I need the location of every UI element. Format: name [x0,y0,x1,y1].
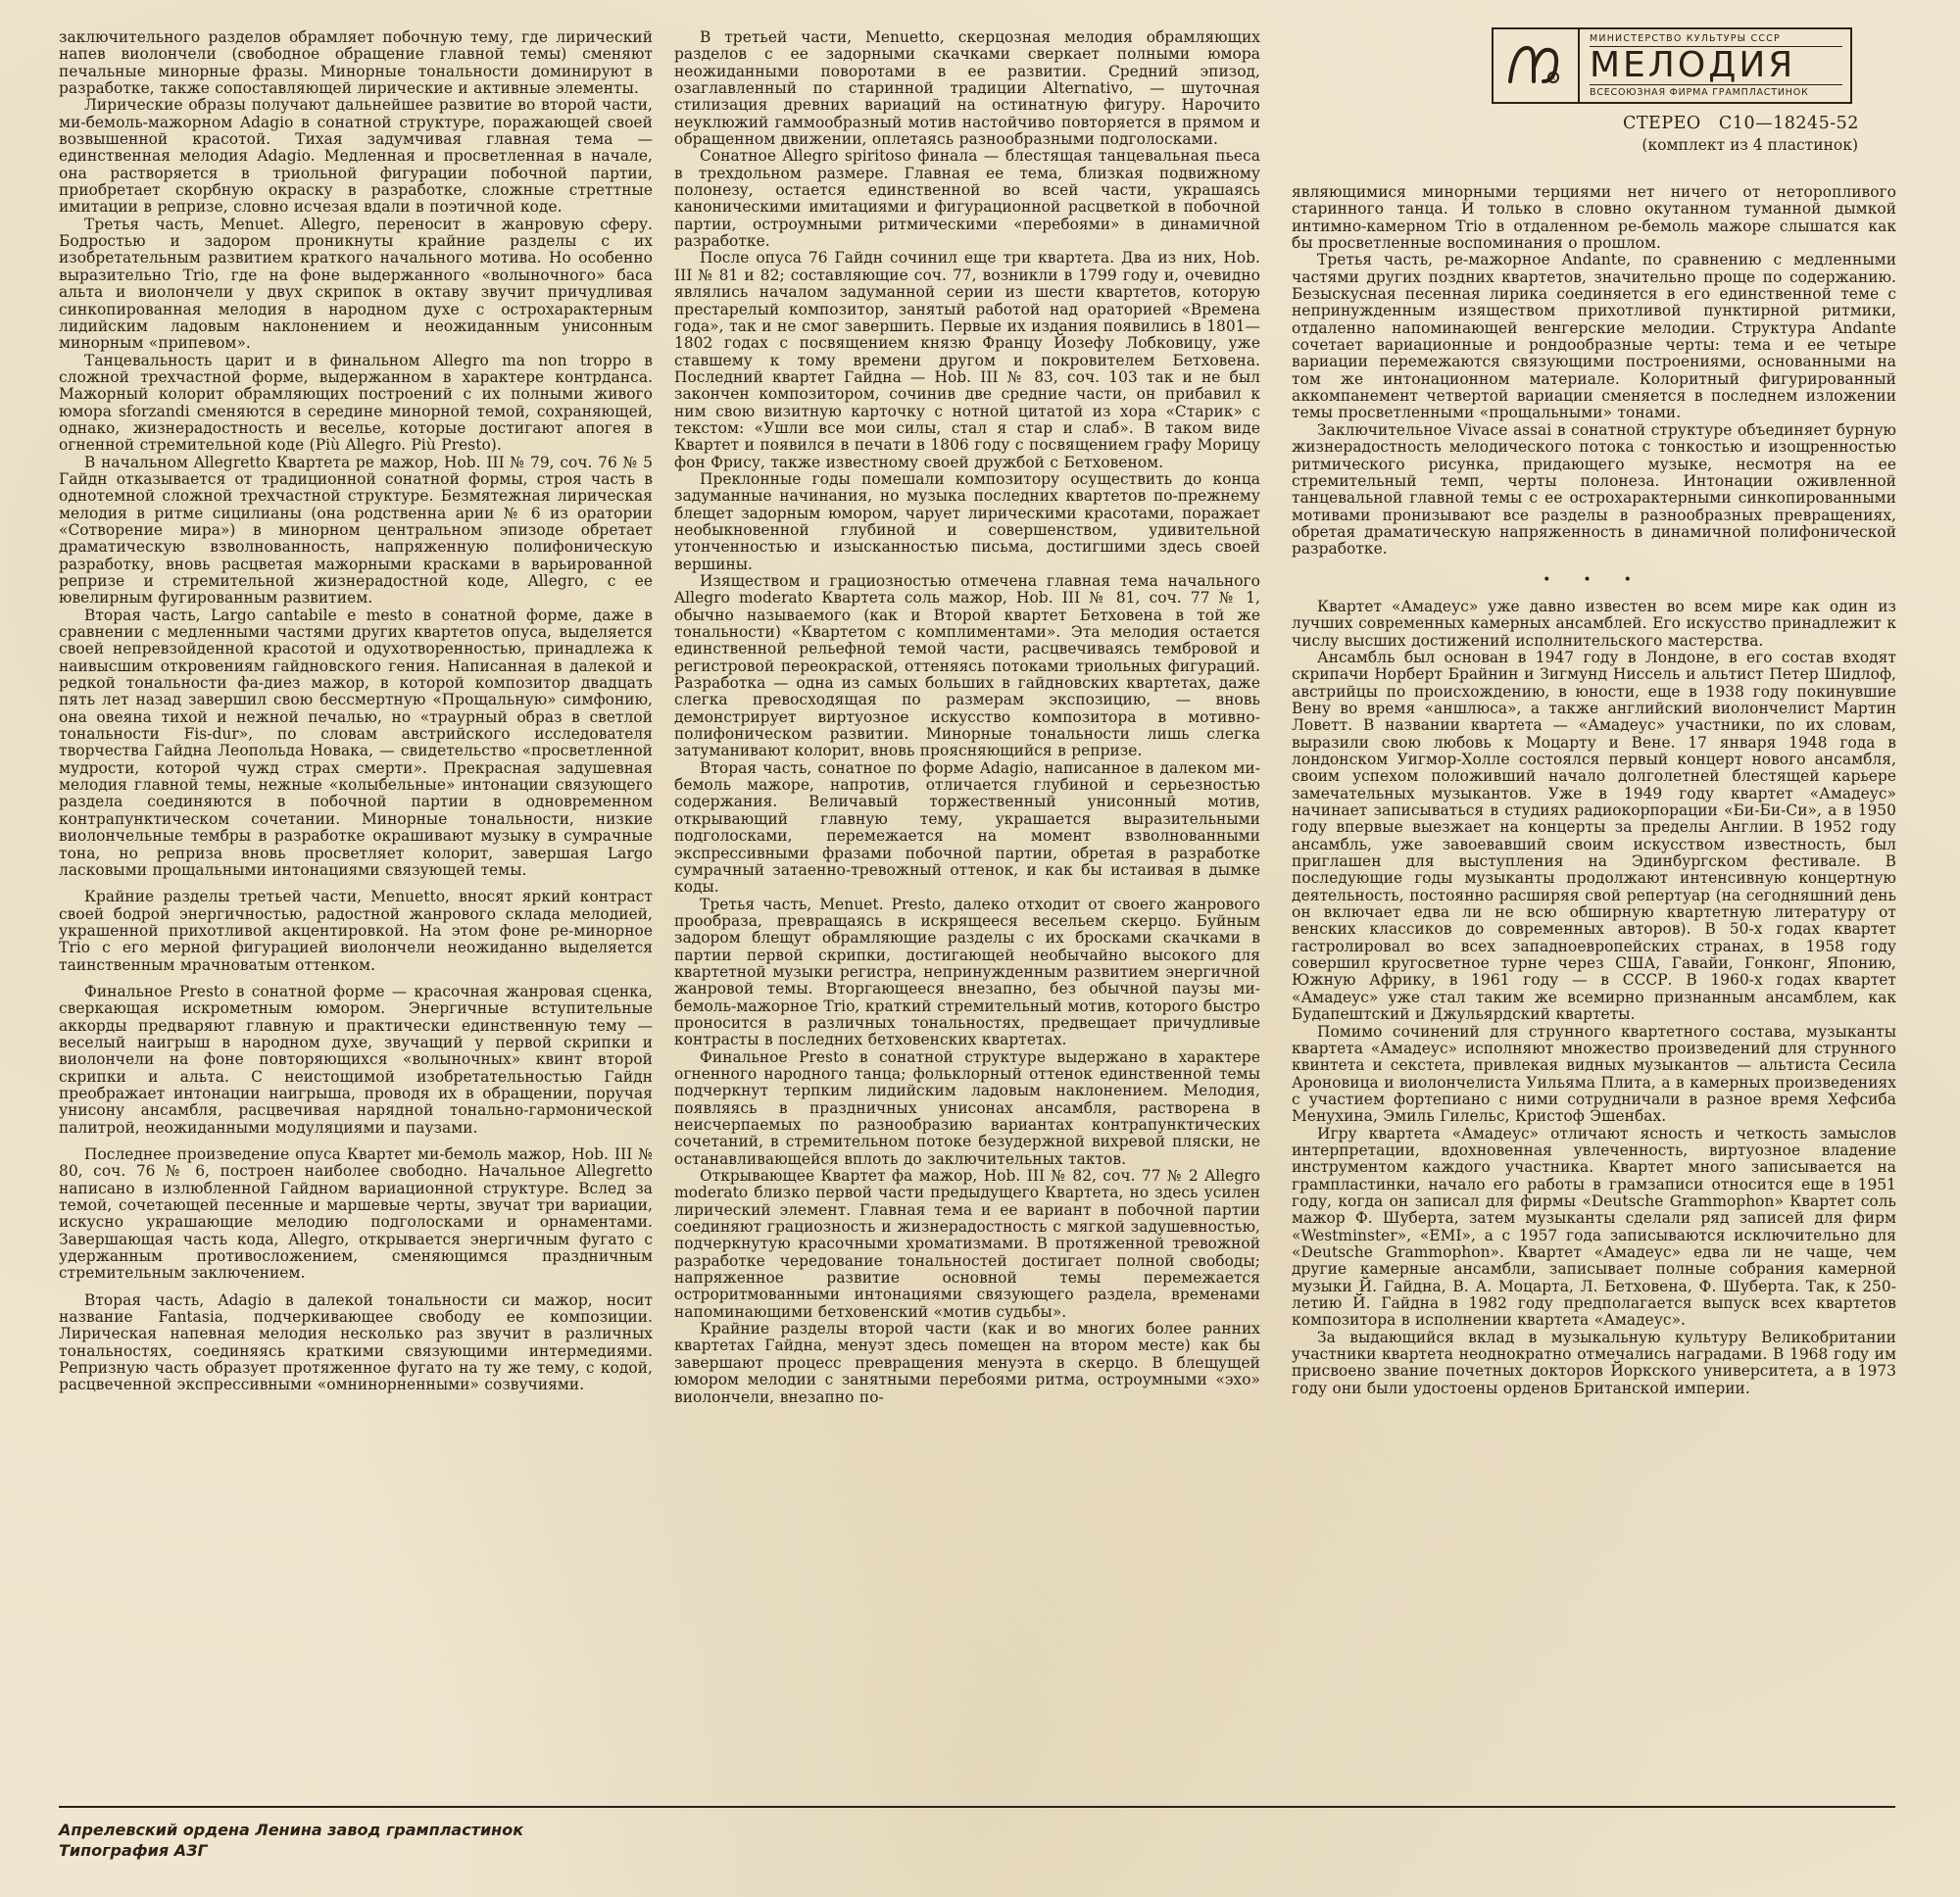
paragraph: Открывающее Квартет фа мажор, Hob. III № 82, соч. 77 № 2 Allegro moderato близко первой части предыдущего Квартета, но здесь усилен лирический элемент. Главная тема и ее вариант в побочной партии соединяют грациозность и жизнерадостность с мягкой задушевностью, подчеркнутую красочными хроматизмами. В протяженной тревожной разработке чередование тональностей достигает полной свободы; напряженное развитие основной темы перемежается остроритмованными интонациями связующего раздела, временами напоминающими бетховенский «мотив судьбы». [674,1167,1260,1321]
melodiya-emblem-icon [1494,29,1580,102]
logo-bottom-line: ВСЕСОЮЗНАЯ ФИРМА ГРАМПЛАСТИНОК [1590,84,1842,98]
footer [59,1820,523,1861]
paragraph: Финальное Presto в сонатной структуре выдержано в характере огненного народного танца; фольклорный оттенок единственной темы подчеркнут терпким лидийским ладовым наклонением. Мелодия, появляясь в праздничных унисонах ансамбля, растворена в неисчерпаемых по разнообразию вариантах контрапунктических сочетаний, в стремительном потоке безудержной вихревой пляски, не останавливающейся вплоть до заключительных тактов. [674,1047,1260,1168]
paragraph: Игру квартета «Амадеус» отличают ясность и четкость замыслов интерпретации, вдохновенная увлеченность, виртуозное владение инструментом каждого участника. Квартет много записывается на грампластинки, начало его работы в грамзаписи относится еще в 1951 году, когда он записал для фирмы «Deutsche Grammophon» Квартет соль мажор Ф. Шуберта, затем музыканты сделали ряд записей для фирм «Westminster», «EMI», а с 1957 года записываются исключительно для «Deutsche Grammophon». Квартет «Амадеус» едва ли не чаще, чем другие камерные ансамбли, записывает полные собрания камерной музыки Й. Гайдна, В. А. Моцарта, Л. Бетховена, Ф. Шуберта. Так, к 250-летию Й. Гайдна в 1982 году предполагается выпуск всех квартетов композитора в исполнении квартета «Амадеус». [1292,1124,1896,1330]
paragraph: заключительного разделов обрамляет побочную тему, где лирический напев виолончели (свободное обращение главной темы) сменяют печальные минорные фразы. Минорные тональности доминируют в разработке, также сопоставляющей лирические и активные элементы. [59,28,653,98]
paragraph: являющимися минорными терциями нет ничего от неторопливого старинного танца. И только в словно окутанном туманной дымкой интимно-камерном Trio в отдаленном ре-бемоль мажоре слышатся как бы просветленные воспоминания о прошлом. [1292,183,1896,253]
paragraph: Квартет «Амадеус» уже давно известен во всем мире как один из лучших современных камерных ансамблей. Его искусство принадлежит к числу высших достижений исполнительского мастерства. [1292,597,1896,650]
paragraph: После опуса 76 Гайдн сочинил еще три квартета. Два из них, Hob. III № 81 и 82; составляющие соч. 77, возникли в 1799 году и, очевидно являлись началом задуманной серии из шести квартетов, которую престарелый композитор, занятый работой над ораторией «Времена года», так и не смог завершить. Первые их издания появились в 1801—1802 годах с посвящением князю Францу Йозефу Лобковицу, уже ставшему к тому времени другом и покровителем Бетховена. Последний квартет Гайдна — Hob. III № 83, соч. 103 так и не был закончен композитором, сочинив две средние части, он прибавил к ним свою визитную карточку с нотной цитатой из хора «Старик» с текстом: «Ушли все мои силы, стал я стар и слаб». В таком виде Квартет и появился в печати в 1806 году с посвящением графу Морицу фон Фрису, также известному своей дружбой с Бетховеном. [674,249,1260,471]
section-separator: • • • [1543,571,1645,588]
svg-text:R: R [1550,74,1556,82]
paragraph: Помимо сочинений для струнного квартетного состава, музыканты квартета «Амадеус» исполняют множество произведений для струнного квинтета и секстета, привлекая видных музыкантов — альтиста Сесила Ароновица и виолончелиста Уильяма Плита, а в камерных произведениях с участием фортепиано с ними сотрудничали в разное время Хефсиба Менухина, Эмиль Гилельс, Кристоф Эшенбах. [1292,1022,1896,1126]
paragraph: Преклонные годы помешали композитору осуществить до конца задуманные начинания, но музыка последних квартетов по-прежнему блещет задорным юмором, чарует лирическими красотами, поражает необыкновенной глубиной и совершенством, удивительной утонченностью и изысканностью письма, достигшими здесь своей вершины. [674,469,1260,573]
text-column-3 [1292,184,1896,1397]
paragraph: Финальное Presto в сонатной форме — красочная жанровая сценка, сверкающая искрометным юмором. Энергичные вступительные аккорды предваряют главную и практически единственную тему — веселый наигрыш в народном духе, звучащий у первой скрипки и виолончели на фоне повторяющихся «волыночных» квинт второй скрипки и альта. С неистощимой изобретательностью Гайдн преображает интонации наигрыша, проводя их в обращении, поручая унисону ансамбля, расцвечивая нарядной тонально-гармонической палитрой, неожиданными модуляциями и паузами. [59,982,653,1137]
paragraph: Ансамбль был основан в 1947 году в Лондоне, в его состав входят скрипачи Норберт Брайнин и Зигмунд Ниссель и альтист Петер Шидлоф, австрийцы по происхождению, в юности, еще в 1938 году покинувшие Вену во время «аншлюса», а также английский виолончелист Мартин Ловетт. В названии квартета — «Амадеус» участники, по их словам, выразили свою любовь к Моцарту и Вене. 17 января 1948 года в лондонском Уигмор-Холле состоялся первый концерт нового ансамбля, своим успехом положивший начало долголетней блестящей карьере замечательных музыкантов. Уже в 1949 году квартет «Амадеус» начинает записываться в студиях радиокорпорации «Би-Би-Си», а в 1950 году впервые выезжает на концерты за пределы Англии. В 1952 году ансамбль, уже завоевавший своим искусством известность, был приглашен для выступления на Эдинбургском фестивале. В последующие годы музыканты продолжают интенсивную концертную деятельность, постоянно расширяя свой репертуар (на сегодняшний день он включает едва ли не всю обширную квартетную литературу от венских классиков до современных авторов). В 50-х годах квартет гастролировал во всех западноевропейских странах, в 1958 году совершил кругосветное турне через США, Гавайи, Гонконг, Японию, Южную Африку, в 1961 году — в СССР. В 1960-х годах квартет «Амадеус» уже стал таким же всемирно признанным ансамблем, как Будапештский и Джульярдский квартеты. [1292,648,1896,1024]
paragraph: Вторая часть, Adagio в далекой тональности си мажор, носит название Fantasia, подчеркивающее свободу ее композиции. Лирическая напевная мелодия несколько раз звучит в различных тональностях, соединяясь краткими связующими интермедиями. Репризную часть образует протяженное фугато на ту же тему, с кодой, расцвеченной экспрессивными «омнинорненными» созвучиями. [59,1290,653,1394]
melodiya-logo [1492,27,1852,104]
footer-printer: Типография АЗГ [59,1841,208,1860]
paragraph: Лирические образы получают дальнейшее развитие во второй части, ми-бемоль-мажорном Adagio в сонатной структуре, поражающей своей возвышенной красотой. Тихая задумчивая главная тема — единственная мелодия Adagio. Медленная и просветленная в начале, она растворяется в триольной фигурации побочной партии, приобретает скорбную окраску в разработке, сложные стреттные имитации в репризе, словно исчезая вдали в поэтичной коде. [59,96,653,217]
paragraph: Третья часть, Menuet. Allegro, переносит в жанровую сферу. Бодростью и задором проникнуты крайние разделы с их изобретательным развитием краткого начального мотива. Но особенно выразительно Trio, где на фоне выдержанного «волыночного» баса альта и виолончели у двух скрипок в октаву звучит причудливая синкопированная мелодия в народном духе с острохарактерным лидийским ладовым наклонением и неожиданным унисонным минорным «припевом». [59,215,653,353]
catalog-info [1623,114,1858,155]
text-column-1 [59,29,653,1394]
catalog-number: СТЕРЕО С10—18245-52 [1623,114,1859,133]
paragraph: Заключительное Vivace assai в сонатной структуре объединяет бурную жизнерадостность мелодического потока с тонкостью и изощренностью ритмического рисунка, придающего музыке, несмотря на ее стремительный темп, черты полонеза. Интонации оживленной танцевальной главной темы с ее острохарактерными синкопированными мотивами пронизывают все разделы в разнообразных превращениях, обретая драматическую напряженность в динамичной полифонической разработке. [1292,420,1896,559]
paragraph: Вторая часть, сонатное по форме Adagio, написанное в далеком ми-бемоль мажоре, напротив, отличается глубиной и серьезностью содержания. Величавый торжественный унисонный мотив, открывающий главную тему, украшается выразительными подголосками, перемежается на момент взволнованными экспрессивными фразами побочной партии, обретая в разработке сумрачный затаенно-тревожный оттенок, и как бы истаивая в дымке коды. [674,758,1260,897]
paragraph: Вторая часть, Largo cantabile e mesto в сонатной форме, даже в сравнении с медленными частями других квартетов опуса, выделяется своей непревзойденной красотой и одухотворенностью, принадлежа к наивысшим откровениям гайдновского гения. Написанная в далекой и редкой тональности фа-диез мажор, в которой композитор двадцать пять лет назад завершил свою бессмертную «Прощальную» симфонию, она овеяна тихой и нежной печалью, но «траурный образ в светлой тональности Fis-dur», по словам австрийского исследователя творчества Гайдна Леопольда Новака, — свидетельство «просветленной мудрости, которой чужд страх смерти». Прекрасная задушевная мелодия главной темы, нежные «колыбельные» интонации связующего раздела соединяются в побочной партии в одновременном контрапунктическом сочетании. Минорные тональности, низкие виолончельные тембры в разработке окрашивают музыку в сумрачные тона, но реприза вновь просветляет колорит, завершая Largo ласковыми прощальными интонациями связующей темы. [59,606,653,879]
paragraph: В начальном Allegretto Квартета ре мажор, Hob. III № 79, соч. 76 № 5 Гайдн отказывается от традиционной сонатной формы, строя часть в однотемной сложной трехчастной структуре. Безмятежная лирическая мелодия в ритме сицилианы (она родственна арии № 6 из оратории «Сотворение мира») в минорном центральном эпизоде обретает драматическую взволнованность, напряженную полифоническую разработку, вновь расцветая мажорными красками в варьированной репризе и стремительной жизнерадостной коде, Allegro, с ее ювелирным фугированным развитием. [59,453,653,608]
footer-manufacturer: Апрелевский ордена Ленина завод грампластинок [59,1821,524,1839]
paragraph: Последнее произведение опуса Квартет ми-бемоль мажор, Hob. III № 80, соч. 76 № 6, построен наиболее свободно. Начальное Allegretto написано в излюбленной Гайдном вариационной структуре. Вслед за темой, сочетающей песенные и маршевые черты, звучат три вариации, искусно украшающие мелодию подголосками и орнаментами. Завершающая часть кода, Allegro, открывается энергичным фугато с удержанным противосложением, сменяющимся праздничным стремительным заключением. [59,1145,653,1283]
paragraph: Крайние разделы второй части (как и во многих более ранних квартетах Гайдна, менуэт здесь помещен на втором месте) как бы завершают процесс превращения менуэта в скерцо. В блещущей юмором мелодии с занятными перебоями ритма, остроумными «эхо» виолончели, внезапно по- [674,1320,1260,1406]
paragraph: Сонатное Allegro spiritoso финала — блестящая танцевальная пьеса в трехдольном размере. Главная ее тема, близкая подвижному полонезу, остается единственной во всей части, украшаясь каноническими имитациями и фигурационной расцветкой в побочной партии, остроумными ритмическими «перебоями» в динамичной разработке. [674,147,1260,251]
logo-top-line: МИНИСТЕРСТВО КУЛЬТУРЫ СССР [1590,33,1842,47]
footer-rule [59,1806,1895,1808]
catalog-set-note: (комплект из 4 пластинок) [1642,136,1858,154]
paragraph: Танцевальность царит и в финальном Allegro ma non troppo в сложной трехчастной форме, выдержанном в характере контрданса. Мажорный колорит обрамляющих построений с их полными живого юмора sforzandi сменяются в середине минорной темой, сохраняющей, однако, жизнерадостность и веселье, которые достигают апогея в огненной стремительной коде (Più Allegro. Più Presto). [59,351,653,455]
text-column-2 [674,29,1260,1406]
paragraph: Третья часть, ре-мажорное Andante, по сравнению с медленными частями других поздних квартетов, значительно проще по содержанию. Безыскусная песенная лирика соединяется в его единственной теме с непринужденным изяществом прихотливой пунктирной ритмики, отдаленно напоминающей венгерские мелодии. Структура Andante сочетает вариационные и рондообразные черты: тема и ее четыре вариации перемежаются связующими построениями, основанными на том же интонационном материале. Колоритный фигурированный аккомпанемент четвертой вариации сменяется в последнем изложении темы просветленными «прощальными» тонами. [1292,251,1896,422]
paragraph: Третья часть, Menuet. Presto, далеко отходит от своего жанрового прообраза, превращаясь в искрящееся весельем скерцо. Буйным задором блещут обрамляющие разделы с их бросками скачками в партии первой скрипки, достигающей необычайно высокого для квартетной музыки регистра, непринужденным развитием энергичной жанровой темы. Вторгающееся внезапно, без обычной паузы ми-бемоль-мажорное Trio, краткий стремительный мотив, которого быстро проносится в различных тональностях, предвещает причудливые контрасты в последних бетховенских квартетах. [674,895,1260,1049]
paragraph: Изяществом и грациозностью отмечена главная тема начального Allegro moderato Квартета соль мажор, Hob. III № 81, соч. 77 № 1, обычно называемого (как и Второй квартет Бетховена в той же тональности) «Квартетом с комплиментами». Эта мелодия остается единственной рельефной темой части, расцвечиваясь тембровой и регистровой переокраской, оттеняясь потоками триольных фигураций. Разработка — одна из самых больших в гайдновских квартетах, даже слегка превосходящая по размерам экспозицию, — вновь демонстрирует виртуозное искусство композитора в мотивно-полифоническом развитии. Минорные тональности лишь слегка затуманивают колорит, вновь проясняющийся в репризе. [674,572,1260,760]
paragraph: В третьей части, Menuetto, скерцозная мелодия обрамляющих разделов с ее задорными скачками сверкает полными юмора неожиданными поворотами в ее развитии. Средний эпизод, озаглавленный по старинной традиции Alternativo, — шуточная стилизация древних вариаций на остинатную фигуру. Нарочито неуклюжий гаммообразный мотив настойчиво повторяется в прямом и обращенном движении, оплетаясь разнообразными подголосками. [674,28,1260,149]
logo-brand: МЕЛОДИЯ [1590,45,1796,85]
paragraph: За выдающийся вклад в музыкальную культуру Великобритании участники квартета неоднократно отмечались наградами. В 1968 году им присвоено звание почетных докторов Йоркского университета, а в 1973 году они были удостоены орденов Британской империи. [1292,1328,1896,1397]
paragraph: Крайние разделы третьей части, Menuetto, вносят яркий контраст своей бодрой энергичностью, радостной жанрового склада мелодией, украшенной прихотливой акцентировкой. На этом фоне ре-минорное Trio с его мерной фигурацией виолончели неожиданно выделяется таинственным мрачноватым оттенком. [59,888,653,974]
